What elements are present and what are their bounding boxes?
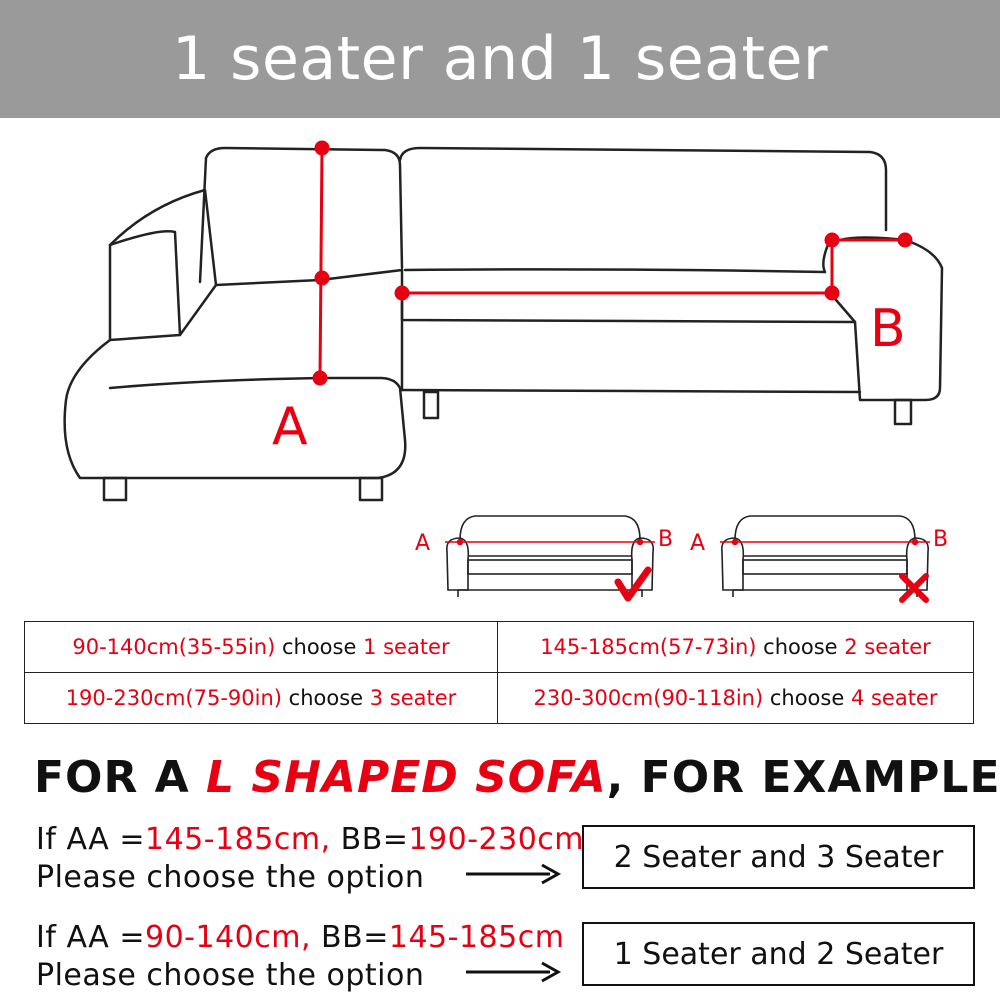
option-box-case1: 2 Seater and 3 Seater	[582, 825, 975, 889]
small-right-b: B	[933, 527, 949, 552]
table-cell: 145-185cm(57-73in) choose 2 seater	[498, 622, 974, 673]
measure-b	[396, 234, 911, 299]
small-sofa-incorrect	[722, 516, 928, 597]
table-cell: 190-230cm(75-90in) choose 3 seater	[25, 673, 498, 724]
small-left-b: B	[658, 527, 674, 552]
small-left-a: A	[415, 531, 431, 556]
table-cell: 90-140cm(35-55in) choose 1 seater	[25, 622, 498, 673]
case1-condition: If AA =145-185cm, BB=190-230cm	[36, 822, 585, 857]
label-b: B	[870, 299, 906, 359]
l-sofa-outline	[65, 148, 942, 500]
case1-instruction: Please choose the option	[36, 860, 425, 895]
case2-condition: If AA =90-140cm, BB=145-185cm	[36, 920, 565, 955]
page-title: 1 seater and 1 seater	[171, 24, 829, 94]
arrow-right-icon	[466, 960, 562, 984]
table-cell: 230-300cm(90-118in) choose 4 seater	[498, 673, 974, 724]
measure-a	[314, 142, 328, 384]
table-row	[25, 673, 974, 724]
cross-icon	[902, 576, 926, 600]
example-headline: FOR A L SHAPED SOFA, FOR EXAMPLE	[34, 752, 1000, 803]
header-banner	[0, 0, 1000, 118]
label-a: A	[272, 397, 308, 457]
arrow-right-icon	[466, 862, 562, 886]
option-box-case2: 1 Seater and 2 Seater	[582, 922, 975, 986]
case2-instruction: Please choose the option	[36, 958, 425, 993]
size-table	[24, 621, 974, 724]
small-right-a: A	[690, 531, 706, 556]
table-row	[25, 622, 974, 673]
sofa-diagram	[0, 118, 1000, 618]
